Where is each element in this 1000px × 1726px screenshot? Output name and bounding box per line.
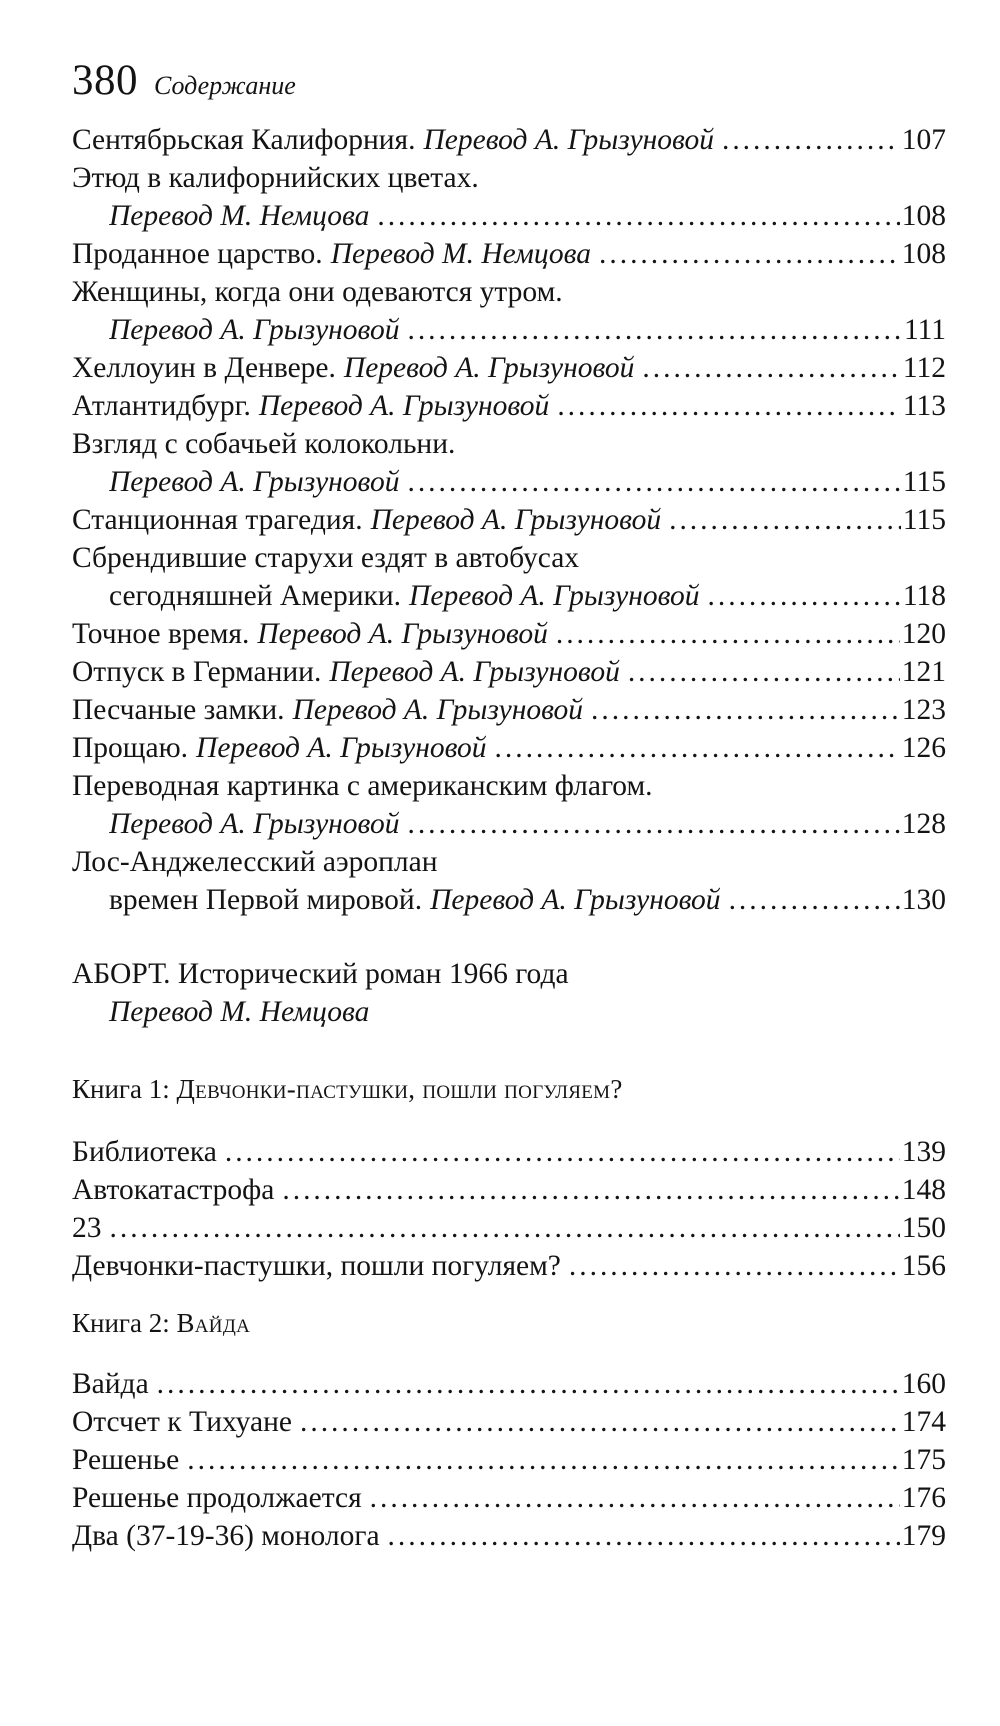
entry-page: 115 bbox=[902, 466, 946, 498]
entry-page: 113 bbox=[902, 390, 946, 422]
novel-translator: Перевод М. Немцова bbox=[109, 996, 370, 1028]
dot-leader bbox=[628, 654, 900, 690]
toc-entry bbox=[72, 1366, 946, 1402]
entry-title: Хеллоуин в Денвере. bbox=[72, 352, 336, 384]
entry-page: 128 bbox=[901, 808, 946, 840]
entry-page: 160 bbox=[901, 1368, 946, 1400]
toc-entry-title-line bbox=[72, 768, 946, 804]
dot-leader bbox=[599, 236, 900, 272]
entry-translator: Перевод М. Немцова bbox=[330, 238, 592, 270]
entry-title: Вайда bbox=[72, 1368, 149, 1400]
entry-page: 118 bbox=[902, 580, 946, 612]
dot-leader bbox=[157, 1366, 900, 1402]
entry-translator: Перевод А. Грызуновой bbox=[258, 390, 550, 422]
toc-entry-title-line bbox=[72, 844, 946, 880]
book-2-name: Вайда bbox=[176, 1308, 251, 1338]
entry-title: сегодняшней Америки. bbox=[109, 580, 402, 612]
book-2-heading bbox=[72, 1306, 250, 1340]
dot-leader bbox=[388, 1518, 900, 1554]
entry-title: Сбрендившие старухи ездят в автобусах bbox=[72, 542, 580, 574]
entry-page: 108 bbox=[901, 200, 946, 232]
dot-leader bbox=[370, 1480, 900, 1516]
entry-translator: Перевод А. Грызуновой bbox=[292, 694, 584, 726]
entry-page: 175 bbox=[901, 1444, 946, 1476]
toc-entry bbox=[72, 122, 946, 158]
toc-entry-title-line bbox=[72, 426, 946, 462]
entry-translator: Перевод А. Грызуновой bbox=[109, 808, 400, 840]
toc-entry bbox=[109, 806, 946, 842]
toc-entry-title-line bbox=[72, 540, 946, 576]
entry-translator: Перевод А. Грызуновой bbox=[423, 124, 714, 156]
toc-entry bbox=[72, 730, 946, 766]
toc-entry bbox=[109, 882, 946, 918]
entry-title: Решенье bbox=[72, 1444, 180, 1476]
dot-leader bbox=[377, 198, 899, 234]
entry-title: Станционная трагедия. bbox=[72, 504, 363, 536]
entry-page: 121 bbox=[901, 656, 946, 688]
toc-entry bbox=[72, 1404, 946, 1440]
entry-page: 112 bbox=[902, 352, 946, 384]
entry-page: 111 bbox=[903, 314, 946, 346]
entry-title: Этюд в калифорнийских цветах. bbox=[72, 162, 479, 194]
toc-entry bbox=[72, 236, 946, 272]
running-title: Содержание bbox=[154, 71, 296, 100]
entry-title: Решенье продолжается bbox=[72, 1482, 362, 1514]
dot-leader bbox=[495, 730, 900, 766]
dot-leader bbox=[729, 882, 900, 918]
dot-leader bbox=[722, 122, 900, 158]
dot-leader bbox=[569, 1248, 900, 1284]
entry-title: Прощаю. bbox=[72, 732, 189, 764]
entry-translator: Перевод А. Грызуновой bbox=[196, 732, 487, 764]
entry-page: 139 bbox=[901, 1136, 946, 1168]
toc-entry bbox=[72, 388, 946, 424]
page-number: 380 bbox=[72, 57, 138, 104]
novel-title: АБОРТ. Исторический роман 1966 года bbox=[72, 958, 569, 990]
entry-page: 126 bbox=[901, 732, 946, 764]
entry-title: Женщины, когда они одеваются утром. bbox=[72, 276, 563, 308]
toc-entry bbox=[109, 578, 946, 614]
entry-translator: Перевод А. Грызуновой bbox=[109, 466, 400, 498]
entry-page: 108 bbox=[901, 238, 946, 270]
toc-entry bbox=[72, 350, 946, 386]
entry-page: 120 bbox=[901, 618, 946, 650]
dot-leader bbox=[187, 1442, 899, 1478]
entry-translator: Перевод А. Грызуновой bbox=[343, 352, 635, 384]
entry-page: 156 bbox=[901, 1250, 946, 1282]
entry-title: Проданное царство. bbox=[72, 238, 323, 270]
toc-entry bbox=[72, 1442, 946, 1478]
entry-translator: Перевод А. Грызуновой bbox=[409, 580, 700, 612]
toc-entry bbox=[72, 1172, 946, 1208]
entry-page: 115 bbox=[902, 504, 946, 536]
toc-entry bbox=[72, 1518, 946, 1554]
entry-page: 130 bbox=[901, 884, 946, 916]
toc-entry bbox=[72, 654, 946, 690]
entry-page: 107 bbox=[901, 124, 946, 156]
dot-leader bbox=[225, 1134, 900, 1170]
toc-entry bbox=[72, 1210, 946, 1246]
entry-translator: Перевод А. Грызуновой bbox=[370, 504, 662, 536]
book-2-label: Книга 2: bbox=[72, 1308, 170, 1338]
dot-leader bbox=[407, 806, 899, 842]
entry-page: 174 bbox=[901, 1406, 946, 1438]
dot-leader bbox=[110, 1210, 900, 1246]
entry-page: 179 bbox=[901, 1520, 946, 1552]
entry-translator: Перевод М. Немцова bbox=[109, 200, 370, 232]
dot-leader bbox=[708, 578, 901, 614]
dot-leader bbox=[407, 464, 900, 500]
dot-leader bbox=[642, 350, 900, 386]
entry-title: времен Первой мировой. bbox=[109, 884, 423, 916]
entry-title: Взгляд с собачьей колокольни. bbox=[72, 428, 456, 460]
running-head bbox=[72, 56, 296, 105]
toc-entry bbox=[72, 502, 946, 538]
entry-title: Отпуск в Германии. bbox=[72, 656, 322, 688]
entry-page: 123 bbox=[901, 694, 946, 726]
dot-leader bbox=[282, 1172, 899, 1208]
entry-title: Два (37-19-36) монолога bbox=[72, 1520, 380, 1552]
book-1-name: Девчонки-пастушки, пошли погуляем? bbox=[176, 1074, 623, 1104]
toc-entry bbox=[109, 312, 946, 348]
entry-page: 150 bbox=[901, 1212, 946, 1244]
toc-entry bbox=[72, 1480, 946, 1516]
entry-title: Девчонки-пастушки, пошли погуляем? bbox=[72, 1250, 561, 1282]
entry-title: Библиотека bbox=[72, 1136, 217, 1168]
entry-page: 176 bbox=[901, 1482, 946, 1514]
dot-leader bbox=[300, 1404, 900, 1440]
book-1-label: Книга 1: bbox=[72, 1074, 170, 1104]
entry-translator: Перевод А. Грызуновой bbox=[329, 656, 620, 688]
entry-translator: Перевод А. Грызуновой bbox=[257, 618, 548, 650]
entry-title: Переводная картинка с американским флагом. bbox=[72, 770, 653, 802]
dot-leader bbox=[407, 312, 901, 348]
toc-entry bbox=[72, 692, 946, 728]
dot-leader bbox=[557, 388, 901, 424]
toc-entry bbox=[109, 198, 946, 234]
entry-title: Отсчет к Тихуане bbox=[72, 1406, 292, 1438]
dot-leader bbox=[556, 616, 900, 652]
book-1-heading bbox=[72, 1072, 623, 1106]
dot-leader bbox=[669, 502, 901, 538]
toc-entry-title-line bbox=[72, 160, 946, 196]
entry-translator: Перевод А. Грызуновой bbox=[109, 314, 400, 346]
entry-title: Автокатастрофа bbox=[72, 1174, 275, 1206]
entry-title: Атлантидбург. bbox=[72, 390, 251, 422]
entry-title: Лос-Анджелесский аэроплан bbox=[72, 846, 438, 878]
toc-entry-title-line bbox=[72, 274, 946, 310]
entry-title: Сентябрьская Калифорния. bbox=[72, 124, 416, 156]
toc-entry bbox=[72, 1248, 946, 1284]
toc-entry bbox=[109, 464, 946, 500]
toc-entry bbox=[72, 1134, 946, 1170]
dot-leader bbox=[591, 692, 900, 728]
entry-title: Точное время. bbox=[72, 618, 250, 650]
entry-page: 148 bbox=[901, 1174, 946, 1206]
entry-title: Песчаные замки. bbox=[72, 694, 285, 726]
entry-translator: Перевод А. Грызуновой bbox=[430, 884, 721, 916]
toc-entry bbox=[72, 616, 946, 652]
entry-title: 23 bbox=[72, 1212, 102, 1244]
